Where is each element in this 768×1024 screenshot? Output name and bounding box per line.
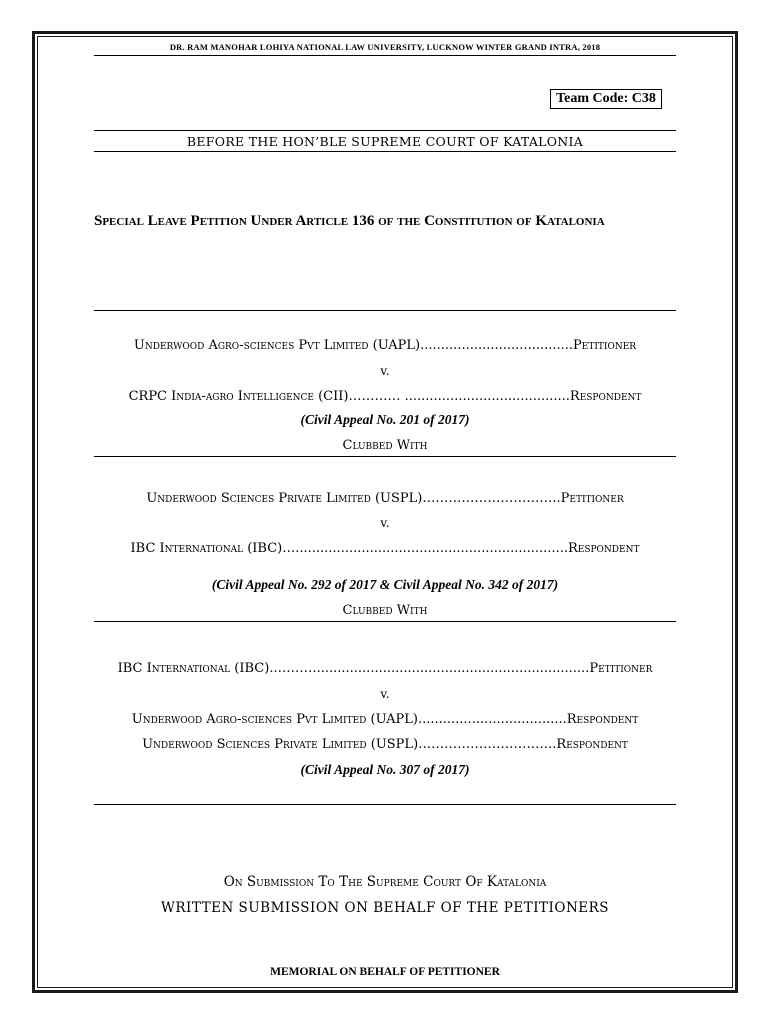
leader-dots: ………………………….. xyxy=(418,737,557,752)
civil-appeal-number: (Civil Appeal No. 292 of 2017 & Civil Appeal No. 342 of 2017) xyxy=(211,577,559,592)
party-name: IBC International (IBC) xyxy=(130,541,283,556)
written-submission-title: WRITTEN SUBMISSION ON BEHALF OF THE PETITIONERS xyxy=(160,900,610,916)
section-rule xyxy=(94,456,676,457)
leader-dots: ….................................................................. xyxy=(282,541,568,556)
party-name: Underwood Agro-sciences Pvt Limited (UAPL) xyxy=(131,712,418,727)
party-role: Petitioner xyxy=(589,661,653,676)
leader-dots: ..……….................................................................. xyxy=(269,661,590,676)
party-name: Underwood Sciences Private Limited (USPL) xyxy=(142,737,419,752)
party-name: Underwood Sciences Private Limited (USPL) xyxy=(146,491,423,506)
versus: v. xyxy=(380,516,390,530)
header-rule xyxy=(94,55,676,56)
court-title: BEFORE THE HON’BLE SUPREME COURT OF KATALONIA xyxy=(186,134,584,149)
party-role: Petitioner xyxy=(573,338,637,353)
court-rule-top xyxy=(94,130,676,131)
party-role: Respondent xyxy=(556,737,628,752)
party-role: Respondent xyxy=(569,389,642,404)
section-rule xyxy=(94,621,676,622)
page-border-inner xyxy=(37,36,733,988)
party-name: CRPC India-agro Intelligence (CII) xyxy=(128,389,349,404)
party-role: Respondent xyxy=(567,541,640,556)
clubbed-with: Clubbed With xyxy=(342,603,428,618)
leader-dots: ………… ........................................ xyxy=(348,389,570,404)
party-name: IBC International (IBC) xyxy=(117,661,270,676)
submission-line: On Submission To The Supreme Court Of Katalonia xyxy=(223,874,547,890)
party-role: Petitioner xyxy=(560,491,624,506)
civil-appeal-number: (Civil Appeal No. 201 of 2017) xyxy=(300,412,470,427)
party-line xyxy=(94,661,676,676)
court-rule-bottom xyxy=(94,151,676,152)
section-rule xyxy=(94,310,676,311)
party-role: Respondent xyxy=(566,712,639,727)
memorial-footer: MEMORIAL ON BEHALF OF PETITIONER xyxy=(270,966,500,978)
page-header: DR. RAM MANOHAR LOHIYA NATIONAL LAW UNIVERSITY, LUCKNOW WINTER GRAND INTRA, 2018 xyxy=(169,42,601,52)
leader-dots: ..................................... xyxy=(420,338,574,353)
leader-dots: ………………………….. xyxy=(422,491,561,506)
section-rule xyxy=(94,804,676,805)
clubbed-with: Clubbed With xyxy=(342,438,428,453)
versus: v. xyxy=(380,687,390,701)
team-code-box: Team Code: C38 xyxy=(550,89,662,109)
party-line xyxy=(94,712,676,727)
leader-dots: .................................... xyxy=(417,712,567,727)
versus: v. xyxy=(380,364,390,378)
petition-title: Special Leave Petition Under Article 136 of the Constitution of Katalonia xyxy=(94,213,605,229)
party-name: Underwood Agro-sciences Pvt Limited (UAPL) xyxy=(133,338,421,353)
party-line xyxy=(94,491,676,506)
party-line xyxy=(94,389,676,404)
party-line xyxy=(94,541,676,556)
civil-appeal-number: (Civil Appeal No. 307 of 2017) xyxy=(300,762,470,777)
party-line xyxy=(94,737,676,752)
party-line xyxy=(94,338,676,353)
